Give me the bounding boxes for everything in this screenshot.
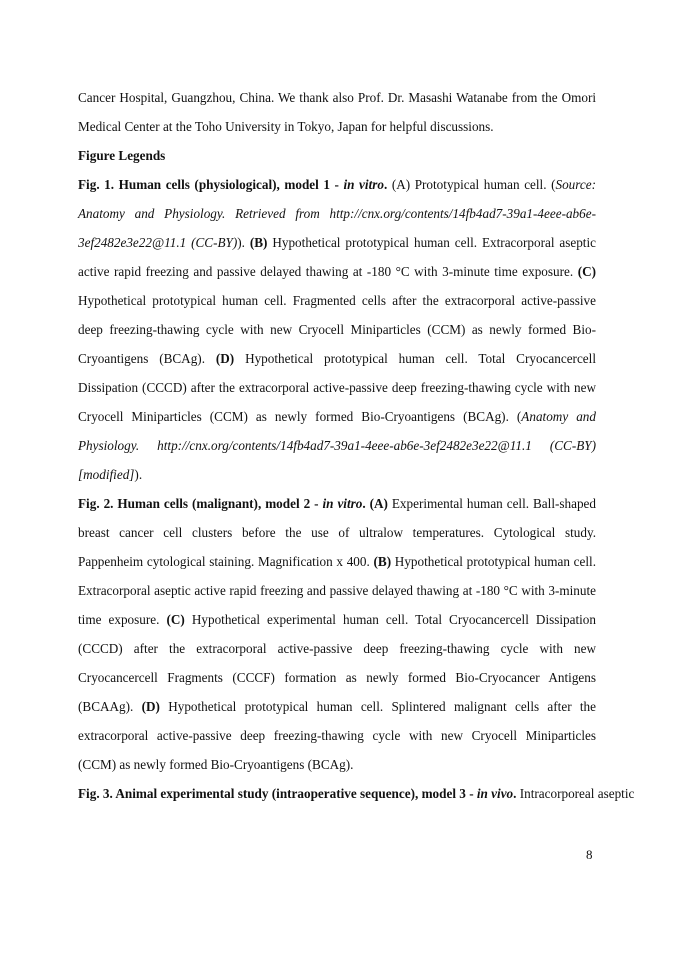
text-run: .: [513, 786, 517, 801]
text-run: (CCCD) after the extracorporal active-passive deep freezing-thawing cycle with new: [78, 641, 596, 656]
text-run: .: [383, 177, 388, 192]
text-run: Anatomy and: [521, 409, 596, 424]
text-run: time exposure.: [78, 612, 167, 627]
text-run: [modified]: [78, 467, 135, 482]
text-run: Hypothetical experimental human cell. Total Cryocancercell Dissipation: [184, 612, 596, 627]
text-line: [78, 292, 596, 310]
text-line: [78, 553, 596, 571]
panel-label: (B): [373, 554, 392, 569]
text-line: [78, 234, 596, 252]
panel-label: (A): [365, 496, 388, 511]
text-line: [78, 640, 596, 658]
text-line: [78, 669, 596, 687]
figure-caption-line: [78, 495, 596, 513]
text-line: [78, 263, 596, 281]
text-run: Intracorporeal aseptic: [516, 786, 635, 801]
text-line: [78, 698, 596, 716]
text-line: [78, 205, 596, 223]
text-run: ).: [134, 467, 143, 482]
text-run: Anatomy and Physiology. Retrieved from http://cnx.org/contents/14fb4ad7-39a1-4eee-ab6e-: [78, 206, 596, 221]
text-line: [78, 611, 596, 629]
fig1-title: Fig. 1. Human cells (physiological), model 1 -: [78, 177, 344, 192]
panel-label: (D): [215, 351, 235, 366]
text-run: Source:: [555, 177, 597, 192]
text-run: extracorporal active-passive deep freezing-thawing cycle with new Cryocell Miniparticles: [78, 728, 596, 743]
text-run: .: [362, 496, 366, 511]
text-run: 3ef2482e3e22@11.1 (CC-BY): [78, 235, 238, 250]
text-run: (A) Prototypical human cell. (: [387, 177, 556, 192]
text-run: (BCAAg).: [78, 699, 142, 714]
text-run: Pappenheim cytological staining. Magnification x 400.: [78, 554, 374, 569]
fig1-in-vitro: in vitro: [343, 177, 384, 192]
page-number: 8: [586, 847, 593, 862]
text-line: [78, 321, 596, 339]
panel-label: (D): [141, 699, 160, 714]
panel-label: (C): [166, 612, 185, 627]
text-run: breast cancer cell clusters before the use of ultralow temperatures. Cytological study.: [78, 525, 596, 540]
text-run: Cryoantigens (BCAg).: [78, 351, 216, 366]
text-run: active rapid freezing and passive delayed thawing at -180 °C with 3-minute time exposure.: [78, 264, 578, 279]
text-run: Hypothetical prototypical human cell.: [391, 554, 597, 569]
fig3-in-vivo: in vivo: [476, 786, 514, 801]
text-run: Dissipation (CCCD) after the extracorporal active-passive deep freezing-thawing cycle with new: [78, 380, 596, 395]
panel-label: (C): [577, 264, 596, 279]
fig2-title: Fig. 2. Human cells (malignant), model 2 -: [78, 496, 323, 511]
text-line: [78, 118, 596, 136]
fig3-title: Fig. 3. Animal experimental study (intraoperative sequence), model 3 -: [78, 786, 477, 801]
text-line: [78, 379, 596, 397]
text-line: [78, 89, 596, 107]
figure-caption-line: [78, 176, 596, 194]
text-run: Cryocancercell Fragments (CCCF) formation as newly formed Bio-Cryocancer Antigens: [78, 670, 596, 685]
fig2-in-vitro: in vitro: [322, 496, 363, 511]
text-line: [78, 727, 596, 745]
text-line: [78, 524, 596, 542]
text-run: Hypothetical prototypical human cell. Splintered malignant cells after the: [159, 699, 596, 714]
text-run: Cancer Hospital, Guangzhou, China. We thank also Prof. Dr. Masashi Watanabe from the Omori: [78, 90, 596, 105]
figure-caption-line: [78, 785, 635, 803]
heading-text: Figure Legends: [78, 148, 166, 163]
text-line: [78, 756, 596, 774]
text-run: Hypothetical prototypical human cell. Fragmented cells after the extracorporal active-passive: [78, 293, 596, 308]
text-run: Hypothetical prototypical human cell. Extracorporal aseptic: [267, 235, 596, 250]
text-line: [78, 582, 596, 600]
text-run: Hypothetical prototypical human cell. Total Cryocancercell: [234, 351, 596, 366]
text-line: [78, 350, 596, 368]
section-heading: [78, 147, 596, 165]
panel-label: (B): [249, 235, 268, 250]
text-run: (CCM) as newly formed Bio-Cryoantigens (BCAg).: [78, 757, 354, 772]
text-line: [78, 437, 596, 455]
text-line: [78, 408, 596, 426]
text-run: Physiology. http://cnx.org/contents/14fb4ad7-39a1-4eee-ab6e-3ef2482e3e22@11.1 (CC-BY): [78, 438, 596, 453]
text-run: Medical Center at the Toho University in Tokyo, Japan for helpful discussions.: [78, 119, 494, 134]
text-run: deep freezing-thawing cycle with new Cryocell Miniparticles (CCM) as newly formed Bio-: [78, 322, 596, 337]
text-run: Cryocell Miniparticles (CCM) as newly formed Bio-Cryoantigens (BCAg). (: [78, 409, 522, 424]
text-run: ).: [237, 235, 250, 250]
text-run: Experimental human cell. Ball-shaped: [387, 496, 597, 511]
text-line: [78, 466, 596, 484]
text-run: Extracorporal aseptic active rapid freezing and passive delayed thawing at -180 °C with 3-minute: [78, 583, 596, 598]
